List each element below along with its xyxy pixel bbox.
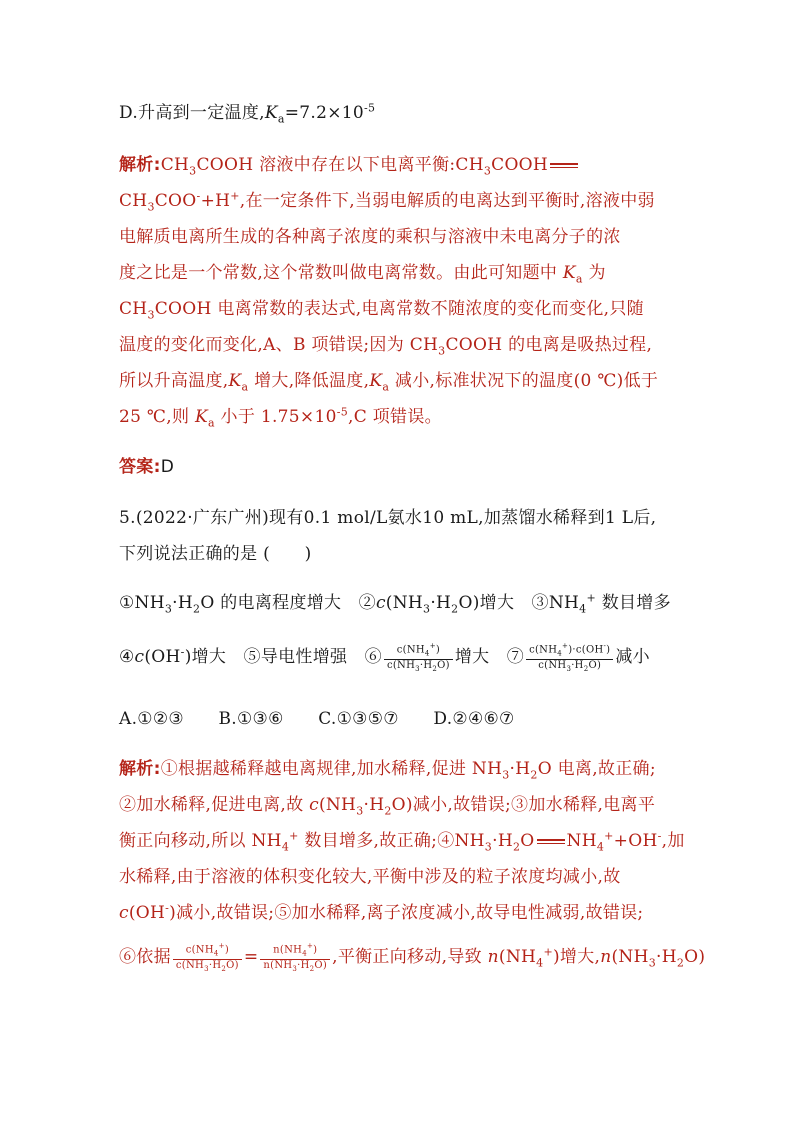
explanation-line-3: 电解质电离所生成的各种离子浓度的乘积与溶液中未电离分子的浓 bbox=[119, 227, 621, 247]
explanation-line-5: $CH_3COOH$ 电离常数的表达式,电离常数不随浓度的变化而变化,只随 bbox=[119, 299, 644, 322]
option-d: D.升高到一定温度$,K_a=7.2\times 10^{-5}$ bbox=[119, 101, 376, 126]
question-5-line-2: 下列说法正确的是 ( ) bbox=[119, 544, 312, 564]
explanation2-line-3: 衡正向移动,所以 $NH_4^+$ 数目增多,故正确$;④NH_3\cdot H_2O$ $NH_4^++OH^-$,加 bbox=[119, 829, 685, 854]
answer-line bbox=[119, 452, 174, 477]
fraction-n: $\frac{n(NH_4^+)}{n(NH_3\cdot H_2O)}$ bbox=[260, 940, 330, 975]
explanation-line-1: 解析$:CH_3COOH$ 溶液中存在以下电离平衡$:CH_3COOH$ bbox=[119, 150, 580, 177]
equilibrium-arrow-icon bbox=[537, 839, 565, 845]
explanation2-line-6: ⑥依据 $\frac{c(NH_4^+)}{c(NH_3\cdot H_2O)}$ = $\frac{n(NH_4^+)}{n(NH_3\cdot H_2O)}$ ,平衡正向移动,导致 $n(NH_4^+)$增大$,n(NH_3\cdot H_2O)$ bbox=[119, 942, 706, 974]
explanation-line-8: 25 ℃,则 $K_a$ 小于 $1.75\times 10^{-5},C$ 项错误。 bbox=[119, 405, 442, 430]
explanation2-label: 解析: bbox=[119, 759, 161, 779]
question-5-items-2: ④c(OH-)增大 ⑤导电性增强 ⑥ $\frac{c(NH_4^+)}{c(NH_3\cdot H_2O)}$ 增大 ⑦ $\frac{c(NH_4^+)\cdot c(OH^-)}{c(NH_3\cdot H_2O)}$ 减小 bbox=[119, 642, 650, 674]
explanation2-line-1: 解析:①根据越稀释越电离规律,加水稀释,促进 $NH_3\cdot H_2O$ 电离,故正确; bbox=[119, 759, 656, 782]
explanation-line-6: 温度的变化而变化,A、B 项错误;因为 $CH_3COOH$ 的电离是吸热过程, bbox=[119, 335, 653, 358]
answer-value: D bbox=[160, 457, 175, 477]
question-5-line-1: 5.(2022·广东广州)现有0.1 mol/L氨水10 mL,加蒸馏水稀释到1 L后, bbox=[119, 508, 657, 528]
explanation2-line-5: c(OH-)减小,故错误;⑤加水稀释,离子浓度减小,故导电性减弱,故错误; bbox=[119, 901, 644, 923]
explanation-line-2: $CH_3COO^-+H^+$,在一定条件下,当弱电解质的电离达到平衡时,溶液中弱 bbox=[119, 189, 655, 214]
answer-label: 答案: bbox=[119, 457, 161, 477]
fraction-7: $\frac{c(NH_4^+)\cdot c(OH^-)}{c(NH_3\cdot H_2O)}$ bbox=[526, 640, 613, 675]
question-5-items-1: $①NH_3\cdot H_2O$ 的电离程度增大 $②c(NH_3\cdot H_2O)$增大 $③NH_4^+$ 数目增多 bbox=[119, 591, 671, 616]
explanation2-line-2: ②加水稀释,促进电离,故 $c(NH_3\cdot H_2O)$减小,故错误;③加水稀释,电离平 bbox=[119, 795, 656, 818]
question-5-options: A.①②③ B.①③⑥ C.①③⑤⑦ D.②④⑥⑦ bbox=[119, 709, 515, 729]
equilibrium-arrow-icon bbox=[550, 163, 578, 169]
fraction-c: $\frac{c(NH_4^+)}{c(NH_3\cdot H_2O)}$ bbox=[173, 940, 242, 975]
explanation2-line-4: 水稀释,由于溶液的体积变化较大,平衡中涉及的粒子浓度均减小,故 bbox=[119, 867, 621, 887]
explanation-label: 解析: bbox=[119, 155, 161, 175]
explanation-line-7: 所以升高温度$,K_a$ 增大,降低温度$,K_a$ 减小,标准状况下的温度(0 ℃)低于 bbox=[119, 371, 659, 394]
fraction-6: $\frac{c(NH_4^+)}{c(NH_3\cdot H_2O)}$ bbox=[384, 640, 453, 675]
explanation-line-4: 度之比是一个常数,这个常数叫做电离常数。由此可知题中 $K_a$ 为 bbox=[119, 263, 606, 286]
